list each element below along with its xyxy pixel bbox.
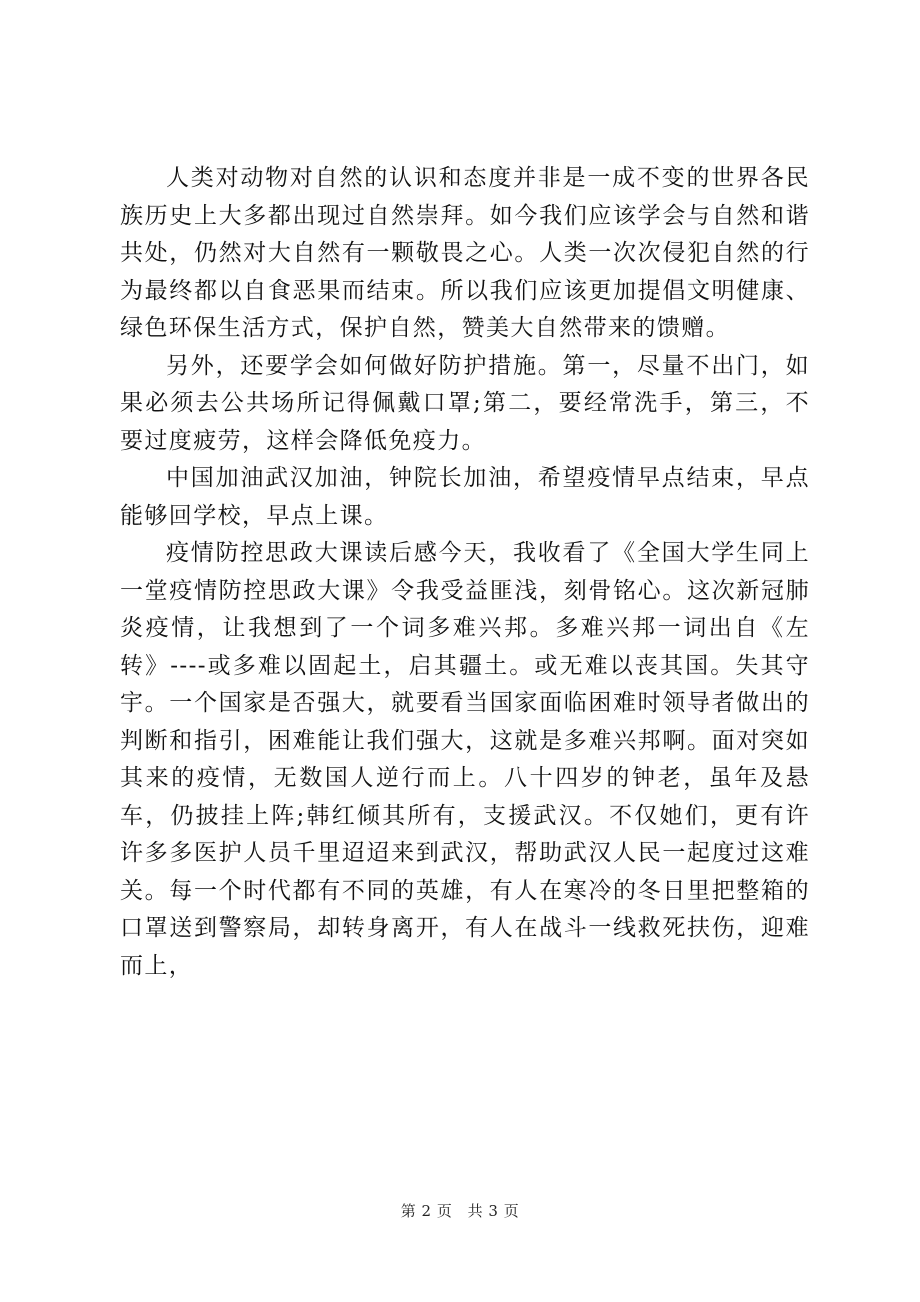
paragraph-cheer: 中国加油武汉加油，钟院长加油，希望疫情早点结束，早点能够回学校，早点上课。 <box>120 465 810 529</box>
paragraph-protection: 另外，还要学会如何做好防护措施。第一，尽量不出门，如果必须去公共场所记得佩戴口罩;第二，要经常洗手，第三，不要过度疲劳，这样会降低免疫力。 <box>120 352 810 454</box>
paragraph-nature: 人类对动物对自然的认识和态度并非是一成不变的世界各民族历史上大多都出现过自然崇拜。如今我们应该学会与自然和谐共处，仍然对大自然有一颗敬畏之心。人类一次次侵犯自然的行为最终都以自食恶果而结束。所以我们应该更加提倡文明健康、绿色环保生活方式，保护自然，赞美大自然带来的馈赠。 <box>120 165 810 341</box>
document-body <box>120 160 810 985</box>
page-footer <box>0 1200 920 1221</box>
page-number: 第 2 页 <box>400 1202 453 1220</box>
paragraph-reflection: 疫情防控思政大课读后感今天，我收看了《全国大学生同上一堂疫情防控思政大课》令我受益匪浅，刻骨铭心。这次新冠肺炎疫情，让我想到了一个词多难兴邦。多难兴邦一词出自《左转》----或多难以固起土，启其疆土。或无难以丧其国。失其守宇。一个国家是否强大，就要看当国家面临困难时领导者做出的判断和指引，困难能让我们强大，这就是多难兴邦啊。面对突如其来的疫情，无数国人逆行而上。八十四岁的钟老，虽年及悬车，仍披挂上阵;韩红倾其所有，支援武汉。不仅她们，更有许许多多医护人员千里迢迢来到武汉，帮助武汉人民一起度过这难关。每一个时代都有不同的英雄，有人在寒冷的冬日里把整箱的口罩送到警察局，却转身离开，有人在战斗一线救死扶伤，迎难而上， <box>120 540 810 979</box>
page-total: 共 3 页 <box>467 1202 520 1220</box>
